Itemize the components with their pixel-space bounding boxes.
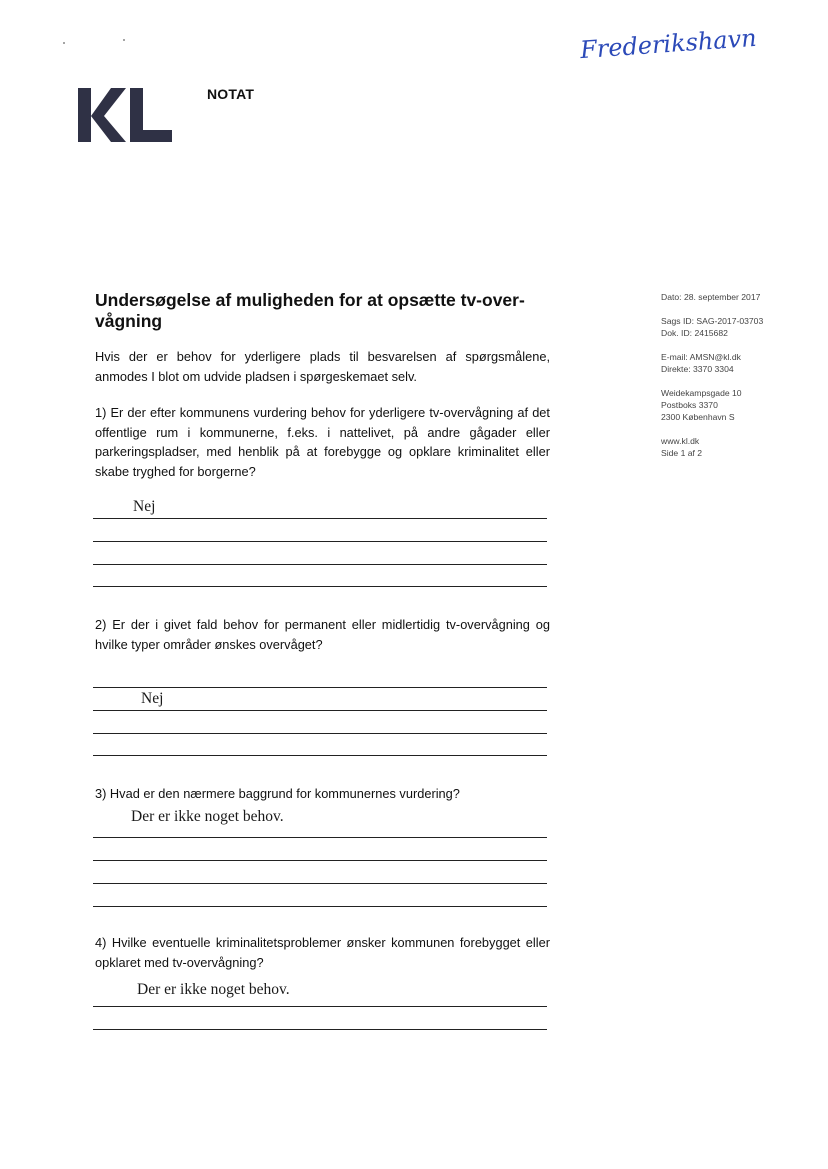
meta-sags-label: Sags ID:	[661, 316, 694, 326]
meta-sags-value: SAG-2017-03703	[696, 316, 764, 326]
answer-line	[93, 586, 547, 587]
answer-line	[93, 1029, 547, 1030]
meta-dok-value: 2415682	[694, 328, 728, 338]
kl-logo	[78, 86, 174, 149]
answer-line	[93, 710, 547, 711]
meta-email-label: E-mail:	[661, 352, 688, 362]
answer-line	[93, 1006, 547, 1007]
meta-contact	[661, 351, 741, 375]
meta-address-line-3: 2300 København S	[661, 412, 735, 422]
meta-address-line-2: Postboks 3370	[661, 400, 718, 410]
answer-line	[93, 518, 547, 519]
kl-logo-mark	[78, 86, 174, 144]
meta-date	[661, 291, 760, 303]
title-line-2: vågning	[95, 311, 163, 331]
page-title	[95, 290, 555, 332]
meta-dok-label: Dok. ID:	[661, 328, 693, 338]
answer-1[interactable]: Nej	[133, 498, 156, 515]
handwritten-municipality: Frederikshavn	[579, 23, 758, 65]
question-3: 3) Hvad er den nærmere baggrund for kommunernes vurdering?	[95, 786, 460, 801]
answer-line	[93, 906, 547, 907]
doc-type-label: NOTAT	[207, 86, 255, 102]
answer-line	[93, 564, 547, 565]
answer-line	[93, 755, 547, 756]
scan-speck	[123, 39, 125, 41]
answer-line	[93, 837, 547, 838]
answer-line	[93, 541, 547, 542]
meta-date-label: Dato:	[661, 292, 682, 302]
meta-address-line-1: Weidekampsgade 10	[661, 388, 742, 398]
title-line-1: Undersøgelse af muligheden for at opsætte tv-over-	[95, 290, 525, 310]
meta-direkte-label: Direkte:	[661, 364, 691, 374]
answer-line	[93, 883, 547, 884]
intro-text: Hvis der er behov for yderligere plads til besvarelsen af spørgsmålene, anmodes I blot om udvide pladsen i spørgeskemaet selv.	[95, 349, 550, 384]
answer-line	[93, 733, 547, 734]
answer-line	[93, 860, 547, 861]
question-1: 1) Er der efter kommunens vurdering behov for yderligere tv-overvågning af det offentlige rum i kommunerne, f.eks. i nattelivet, på andre gågader eller parkeringspladser, med henblik på at forebygge og opklare kriminalitet eller skabe tryghed for borgerne?	[95, 405, 550, 479]
meta-footer	[661, 435, 702, 459]
meta-date-value: 28. september 2017	[683, 292, 761, 302]
answer-3[interactable]: Der er ikke noget behov.	[131, 808, 284, 825]
meta-web[interactable]: www.kl.dk	[661, 436, 700, 446]
question-2: 2) Er der i givet fald behov for permanent eller midlertidig tv-overvågning og hvilke typer områder ønskes overvåget?	[95, 617, 550, 652]
answer-line	[93, 687, 547, 688]
meta-direkte-value: 3370 3304	[693, 364, 734, 374]
meta-address	[661, 387, 742, 423]
meta-ids	[661, 315, 763, 339]
answer-2[interactable]: Nej	[141, 690, 164, 707]
meta-page-number: Side 1 af 2	[661, 448, 703, 458]
scan-speck	[63, 42, 65, 44]
question-4: 4) Hvilke eventuelle kriminalitetsproblemer ønsker kommunen forebygget eller opklaret med tv-overvågning?	[95, 935, 550, 970]
meta-email-value[interactable]: AMSN@kl.dk	[689, 352, 741, 362]
answer-4[interactable]: Der er ikke noget behov.	[137, 981, 290, 998]
